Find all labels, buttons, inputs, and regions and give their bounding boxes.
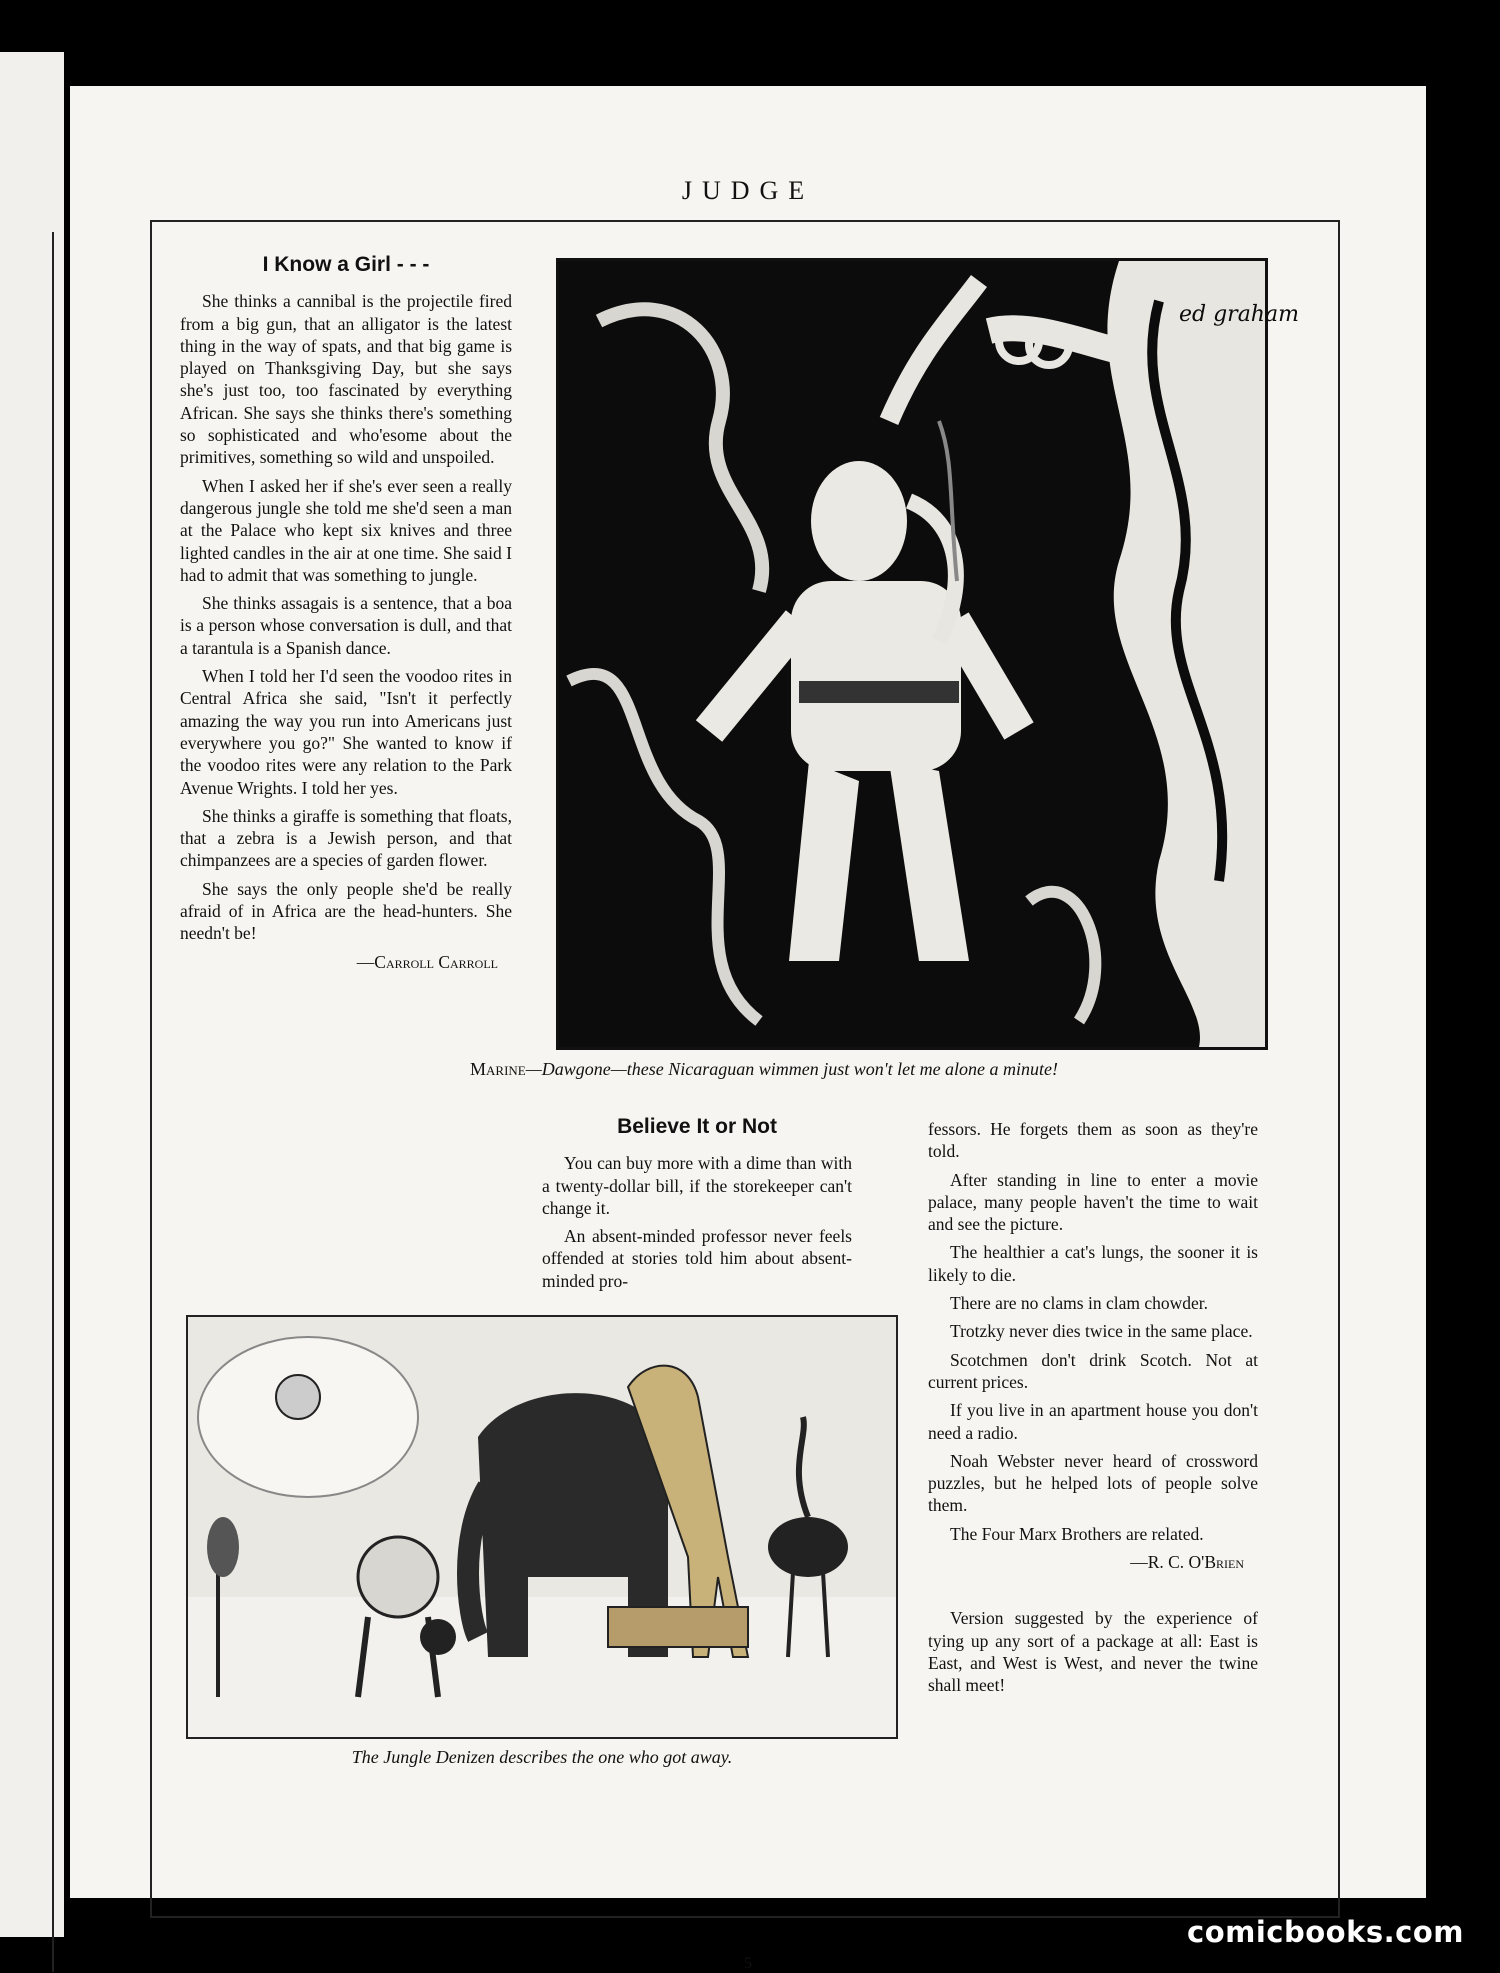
byline: —R. C. O'Brien bbox=[1130, 1552, 1244, 1573]
believe-it-or-not-col1 bbox=[542, 1116, 852, 1298]
jungle-caption: The Jungle Denizen describes the one who got away. bbox=[351, 1747, 733, 1767]
paragraph: There are no clams in clam chowder. bbox=[950, 1293, 1209, 1314]
article-heading: I Know a Girl - - - bbox=[262, 253, 430, 276]
signature: ed graham bbox=[1179, 302, 1299, 327]
paragraph: She thinks assagais is a sentence, that a boa is a person whose conversation is dull, and that a tarantula is a Spanish dance. bbox=[180, 593, 512, 658]
believe-it-or-not-col2 bbox=[928, 1118, 1258, 1703]
version-note: Version suggested by the experience of tying up any sort of a package at all: East is East, and West is West, and never the twine shall meet! bbox=[928, 1608, 1258, 1696]
marine-illustration bbox=[559, 261, 1299, 1047]
paragraph: Scotchmen don't drink Scotch. Not at current prices. bbox=[928, 1349, 1258, 1392]
marine-caption bbox=[470, 1058, 1230, 1080]
paragraph: If you live in an apartment house you don't need a radio. bbox=[928, 1400, 1258, 1443]
paragraph: An absent-minded professor never feels offended at stories told him about absent-minded pro- bbox=[542, 1226, 852, 1291]
paragraph: She thinks a giraffe is something that floats, that a zebra is a Jewish person, and that chimpanzees are a species of garden flower. bbox=[180, 805, 512, 871]
caption-text: —Dawgone—these Nicaraguan wimmen just won't let me alone a minute! bbox=[525, 1059, 1059, 1079]
article-i-know-a-girl bbox=[180, 254, 512, 973]
frame-rule-top bbox=[150, 220, 1340, 222]
facing-page-edge bbox=[0, 52, 64, 1937]
paragraph: She says the only people she'd be really afraid of in Africa are the head-hunters. She needn't be! bbox=[180, 878, 512, 944]
paragraph: She thinks a cannibal is the projectile fired from a big gun, that an alligator is the latest thing in the way of spats, and that big game is played on Thanksgiving Day, but she says she's just too, too fascinated by everything African. She says she thinks there's something so sophisticated and who'esome about the primitives, something so wild and unspoiled. bbox=[180, 291, 512, 468]
jungle-illustration bbox=[188, 1317, 896, 1737]
jungle-cartoon bbox=[186, 1315, 898, 1739]
paragraph: After standing in line to enter a movie palace, many people haven't the time to wait and see the picture. bbox=[928, 1169, 1258, 1235]
paragraph: You can buy more with a dime than with a twenty-dollar bill, if the storekeeper can't change it. bbox=[542, 1153, 852, 1218]
frame-rule-bottom bbox=[150, 1916, 1340, 1918]
caption-speaker: Marine bbox=[470, 1059, 526, 1079]
frame-rule-left bbox=[150, 220, 152, 1918]
paragraph: Trotzky never dies twice in the same place. bbox=[950, 1321, 1253, 1342]
paragraph: fessors. He forgets them as soon as they're told. bbox=[928, 1119, 1258, 1162]
paragraph: Noah Webster never heard of crossword puzzles, but he helped lots of people solve them. bbox=[928, 1450, 1258, 1516]
article-heading: Believe It or Not bbox=[617, 1115, 777, 1138]
marine-cartoon bbox=[556, 258, 1299, 1050]
paragraph: When I told her I'd seen the voodoo rites in Central Africa she said, "Isn't it perfectly amazing the way you run into Americans just everywhere you go?" She wanted to know if the voodoo rites were any relation to the Park Avenue Wrights. I told her yes. bbox=[180, 666, 512, 798]
byline: —Carroll Carroll bbox=[356, 951, 498, 972]
site-watermark: comicbooks.com bbox=[1187, 1915, 1464, 1949]
frame-rule-right bbox=[1338, 220, 1340, 1918]
paragraph: The Four Marx Brothers are related. bbox=[950, 1523, 1204, 1544]
paragraph: When I asked her if she's ever seen a really dangerous jungle she told me she'd seen a man at the Palace who kept six knives and three lighted candles in the air at one time. She said I had to admit that was something to jungle. bbox=[180, 475, 512, 585]
running-head: JUDGE bbox=[681, 176, 815, 205]
paragraph: The healthier a cat's lungs, the sooner it is likely to die. bbox=[928, 1242, 1258, 1285]
page-number: 5 bbox=[744, 1955, 752, 1972]
